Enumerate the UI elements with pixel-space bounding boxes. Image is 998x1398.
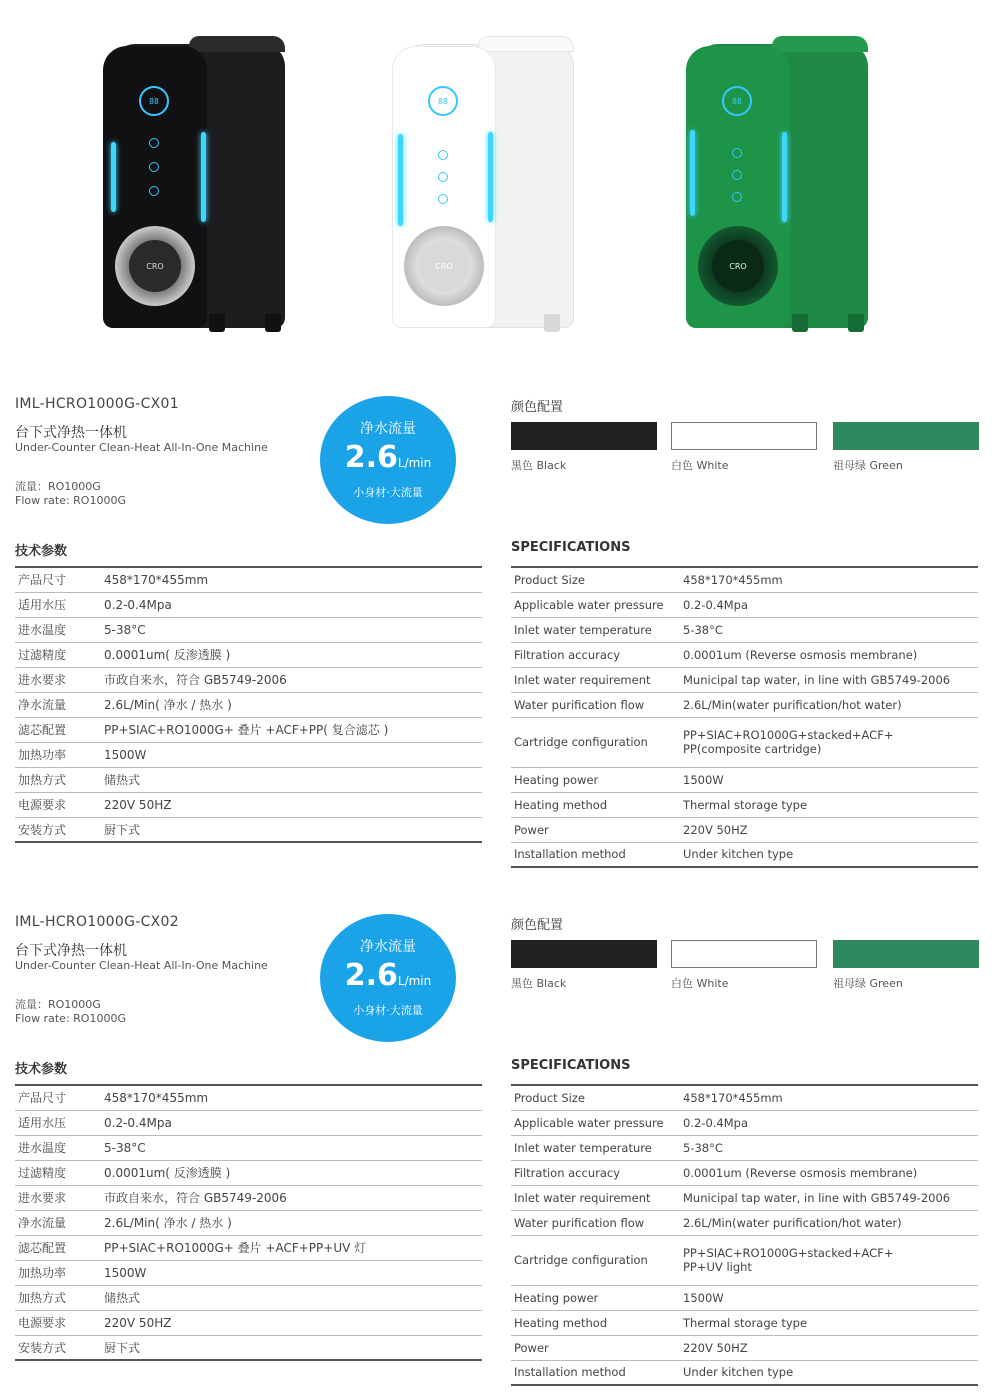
spec-key: 加热功率 bbox=[15, 1260, 101, 1285]
table-row bbox=[15, 792, 482, 817]
light-strip bbox=[690, 130, 695, 216]
table-row bbox=[511, 1360, 978, 1385]
product-name-en: Under-Counter Clean-Heat All-In-One Machine bbox=[15, 959, 268, 972]
table-row bbox=[511, 767, 978, 792]
spec-key: Cartridge configuration bbox=[511, 1235, 680, 1285]
spec-key: 安装方式 bbox=[15, 1335, 101, 1360]
flow-badge bbox=[320, 396, 456, 524]
knob-logo: CRO bbox=[129, 240, 181, 292]
table-row bbox=[15, 1085, 482, 1110]
swatch-green bbox=[833, 940, 979, 968]
control-button-icon bbox=[438, 172, 448, 182]
swatch-label: 白色 White bbox=[671, 459, 729, 472]
spec-value: 220V 50HZ bbox=[101, 792, 482, 817]
spec-key: Filtration accuracy bbox=[511, 642, 680, 667]
spec-value: 1500W bbox=[680, 767, 978, 792]
table-row bbox=[511, 1310, 978, 1335]
table-row bbox=[15, 1285, 482, 1310]
color-config-title: 颜色配置 bbox=[511, 918, 564, 933]
spec-table-en bbox=[511, 566, 978, 868]
badge-title: 净水流量 bbox=[360, 939, 416, 955]
spec-value: 5-38°C bbox=[101, 1135, 482, 1160]
product-white bbox=[392, 34, 582, 334]
spec-value: 储热式 bbox=[101, 1285, 482, 1310]
swatch-white bbox=[671, 422, 817, 450]
spec-value: Under kitchen type bbox=[680, 1360, 978, 1385]
table-row bbox=[15, 1135, 482, 1160]
table-row bbox=[511, 817, 978, 842]
table-row bbox=[15, 1110, 482, 1135]
swatch-label: 黑色 Black bbox=[511, 977, 567, 990]
spec-key: Heating power bbox=[511, 1285, 680, 1310]
model-number: IML-HCRO1000G-CX02 bbox=[15, 914, 179, 930]
spec-value: 储热式 bbox=[101, 767, 482, 792]
spec-key: Heating method bbox=[511, 792, 680, 817]
spec-key: 净水流量 bbox=[15, 1210, 101, 1235]
table-row bbox=[15, 717, 482, 742]
table-row bbox=[511, 1085, 978, 1110]
flow-rate-en: Flow rate: RO1000G bbox=[15, 494, 126, 507]
table-row bbox=[511, 1235, 978, 1285]
spec-value: 2.6L/Min( 净水 / 热水 ) bbox=[101, 1210, 482, 1235]
spec-key: Power bbox=[511, 817, 680, 842]
table-row bbox=[511, 592, 978, 617]
product-lid bbox=[478, 36, 574, 52]
spec-value: 市政自来水，符合 GB5749-2006 bbox=[101, 1185, 482, 1210]
spec-value: Municipal tap water, in line with GB5749-2006 bbox=[680, 667, 978, 692]
spec-value: 5-38°C bbox=[680, 617, 978, 642]
spec-value: 220V 50HZ bbox=[680, 1335, 978, 1360]
swatch-label: 白色 White bbox=[671, 977, 729, 990]
product-foot bbox=[544, 314, 560, 332]
spec-key: 适用水压 bbox=[15, 1110, 101, 1135]
table-row bbox=[15, 1160, 482, 1185]
table-row bbox=[511, 567, 978, 592]
swatch-black bbox=[511, 422, 657, 450]
table-row bbox=[15, 567, 482, 592]
control-button-icon bbox=[732, 148, 742, 158]
badge-subtitle: 小身材·大流量 bbox=[353, 1004, 423, 1017]
spec-value: 458*170*455mm bbox=[680, 567, 978, 592]
spec-key: Heating power bbox=[511, 767, 680, 792]
spec-key: Applicable water pressure bbox=[511, 592, 680, 617]
spec-key: Product Size bbox=[511, 567, 680, 592]
spec-key: Inlet water temperature bbox=[511, 617, 680, 642]
table-row bbox=[511, 667, 978, 692]
spec-key: 加热方式 bbox=[15, 767, 101, 792]
spec-key: 滤芯配置 bbox=[15, 717, 101, 742]
spec-key: 安装方式 bbox=[15, 817, 101, 842]
spec-value: 0.0001um (Reverse osmosis membrane) bbox=[680, 1160, 978, 1185]
swatch-label: 祖母绿 Green bbox=[833, 459, 903, 472]
spec-value: 厨下式 bbox=[101, 1335, 482, 1360]
spec-value: 厨下式 bbox=[101, 817, 482, 842]
product-lid bbox=[772, 36, 868, 52]
badge-subtitle: 小身材·大流量 bbox=[353, 486, 423, 499]
spec-value: 0.0001um( 反渗透膜 ) bbox=[101, 642, 482, 667]
table-row bbox=[511, 1160, 978, 1185]
badge-unit: L/min bbox=[397, 456, 432, 470]
spec-key: Installation method bbox=[511, 842, 680, 867]
spec-key: 净水流量 bbox=[15, 692, 101, 717]
spec-key: Heating method bbox=[511, 1310, 680, 1335]
swatch-black bbox=[511, 940, 657, 968]
spec-value: 1500W bbox=[101, 1260, 482, 1285]
table-row bbox=[511, 692, 978, 717]
spec-key: Installation method bbox=[511, 1360, 680, 1385]
spec-key: 进水要求 bbox=[15, 667, 101, 692]
swatch-label: 黑色 Black bbox=[511, 459, 567, 472]
spec-value: 2.6L/Min(water purification/hot water) bbox=[680, 1210, 978, 1235]
table-row bbox=[15, 642, 482, 667]
spec-value: 458*170*455mm bbox=[680, 1085, 978, 1110]
spec-key: Water purification flow bbox=[511, 692, 680, 717]
spec-key: Inlet water requirement bbox=[511, 667, 680, 692]
table-row bbox=[511, 642, 978, 667]
spec-value: 0.2-0.4Mpa bbox=[101, 592, 482, 617]
control-button-icon bbox=[438, 150, 448, 160]
product-black bbox=[103, 34, 293, 334]
spec-value: PP+SIAC+RO1000G+stacked+ACF+ PP(composite cartridge) bbox=[680, 717, 978, 767]
table-row bbox=[15, 1185, 482, 1210]
knob-logo: CRO bbox=[712, 240, 764, 292]
spec-key: 过滤精度 bbox=[15, 1160, 101, 1185]
product-foot bbox=[265, 314, 281, 332]
spec-table-cn bbox=[15, 1084, 482, 1361]
product-images bbox=[0, 0, 998, 360]
light-strip bbox=[201, 132, 206, 222]
table-row bbox=[511, 1335, 978, 1360]
table-row bbox=[15, 692, 482, 717]
spec-value: 0.2-0.4Mpa bbox=[680, 592, 978, 617]
table-row bbox=[15, 817, 482, 842]
light-strip bbox=[782, 132, 787, 222]
spec-key: Product Size bbox=[511, 1085, 680, 1110]
spec-key: Inlet water requirement bbox=[511, 1185, 680, 1210]
spec-value: 1500W bbox=[680, 1285, 978, 1310]
product-foot bbox=[209, 314, 225, 332]
spec-title-en: SPECIFICATIONS bbox=[511, 1058, 631, 1073]
spec-title-en: SPECIFICATIONS bbox=[511, 540, 631, 555]
spec-key: Water purification flow bbox=[511, 1210, 680, 1235]
spec-value: 0.0001um (Reverse osmosis membrane) bbox=[680, 642, 978, 667]
table-row bbox=[15, 1310, 482, 1335]
spec-key: 滤芯配置 bbox=[15, 1235, 101, 1260]
light-strip bbox=[111, 142, 116, 212]
table-row bbox=[15, 1235, 482, 1260]
spec-key: Inlet water temperature bbox=[511, 1135, 680, 1160]
table-row bbox=[511, 792, 978, 817]
color-config-title: 颜色配置 bbox=[511, 400, 564, 415]
table-row bbox=[15, 1260, 482, 1285]
spec-value: PP+SIAC+RO1000G+ 叠片 +ACF+PP+UV 灯 bbox=[101, 1235, 482, 1260]
badge-title: 净水流量 bbox=[360, 421, 416, 437]
spec-value: 1500W bbox=[101, 742, 482, 767]
spec-value: 0.2-0.4Mpa bbox=[101, 1110, 482, 1135]
table-row bbox=[15, 767, 482, 792]
digital-display: 88 bbox=[428, 86, 458, 116]
spec-key: 产品尺寸 bbox=[15, 567, 101, 592]
spec-key: 适用水压 bbox=[15, 592, 101, 617]
spec-value: 0.0001um( 反渗透膜 ) bbox=[101, 1160, 482, 1185]
spec-table-en bbox=[511, 1084, 978, 1386]
spec-key: 过滤精度 bbox=[15, 642, 101, 667]
table-row bbox=[15, 1335, 482, 1360]
spec-key: Filtration accuracy bbox=[511, 1160, 680, 1185]
spec-key: Applicable water pressure bbox=[511, 1110, 680, 1135]
badge-unit: L/min bbox=[397, 974, 432, 988]
flow-rate-cn: 流量：RO1000G bbox=[15, 998, 101, 1011]
spec-key: 电源要求 bbox=[15, 792, 101, 817]
spec-key: Cartridge configuration bbox=[511, 717, 680, 767]
spec-key: 电源要求 bbox=[15, 1310, 101, 1335]
spec-key: 加热方式 bbox=[15, 1285, 101, 1310]
spec-value: 5-38°C bbox=[101, 617, 482, 642]
spec-key: 产品尺寸 bbox=[15, 1085, 101, 1110]
product-foot bbox=[848, 314, 864, 332]
spec-value: 458*170*455mm bbox=[101, 1085, 482, 1110]
product-name-cn: 台下式净热一体机 bbox=[15, 425, 127, 441]
digital-display: 88 bbox=[722, 86, 752, 116]
spec-value: 2.6L/Min(water purification/hot water) bbox=[680, 692, 978, 717]
spec-key: 进水温度 bbox=[15, 617, 101, 642]
spec-value: 220V 50HZ bbox=[101, 1310, 482, 1335]
spec-title-cn: 技术参数 bbox=[15, 1062, 68, 1077]
power-icon bbox=[438, 194, 448, 204]
product-name-en: Under-Counter Clean-Heat All-In-One Machine bbox=[15, 441, 268, 454]
flow-badge bbox=[320, 914, 456, 1042]
knob-logo: CRO bbox=[418, 240, 470, 292]
table-row bbox=[15, 617, 482, 642]
table-row bbox=[511, 1185, 978, 1210]
product-lid bbox=[189, 36, 285, 52]
model-block-cx02 bbox=[0, 914, 998, 1394]
model-number: IML-HCRO1000G-CX01 bbox=[15, 396, 179, 412]
spec-key: 进水温度 bbox=[15, 1135, 101, 1160]
spec-value: Under kitchen type bbox=[680, 842, 978, 867]
spec-table-cn bbox=[15, 566, 482, 843]
spec-value: Thermal storage type bbox=[680, 792, 978, 817]
table-row bbox=[15, 742, 482, 767]
spec-value: 5-38°C bbox=[680, 1135, 978, 1160]
spec-value: 0.2-0.4Mpa bbox=[680, 1110, 978, 1135]
spec-value: 220V 50HZ bbox=[680, 817, 978, 842]
spec-key: 进水要求 bbox=[15, 1185, 101, 1210]
light-strip bbox=[488, 132, 493, 222]
spec-value: 市政自来水，符合 GB5749-2006 bbox=[101, 667, 482, 692]
spec-value: Thermal storage type bbox=[680, 1310, 978, 1335]
table-row bbox=[511, 1210, 978, 1235]
spec-value: Municipal tap water, in line with GB5749-2006 bbox=[680, 1185, 978, 1210]
control-button-icon bbox=[732, 170, 742, 180]
table-row bbox=[15, 667, 482, 692]
spec-value: 2.6L/Min( 净水 / 热水 ) bbox=[101, 692, 482, 717]
power-icon bbox=[149, 186, 159, 196]
swatch-label: 祖母绿 Green bbox=[833, 977, 903, 990]
swatch-green bbox=[833, 422, 979, 450]
light-strip bbox=[398, 134, 403, 226]
spec-value: 458*170*455mm bbox=[101, 567, 482, 592]
table-row bbox=[511, 1135, 978, 1160]
table-row bbox=[511, 842, 978, 867]
control-button-icon bbox=[149, 138, 159, 148]
table-row bbox=[511, 717, 978, 767]
spec-value: PP+SIAC+RO1000G+ 叠片 +ACF+PP( 复合滤芯 ) bbox=[101, 717, 482, 742]
swatch-white bbox=[671, 940, 817, 968]
flow-rate-en: Flow rate: RO1000G bbox=[15, 1012, 126, 1025]
table-row bbox=[15, 1210, 482, 1235]
power-icon bbox=[732, 192, 742, 202]
spec-key: 加热功率 bbox=[15, 742, 101, 767]
table-row bbox=[511, 1285, 978, 1310]
spec-key: Power bbox=[511, 1335, 680, 1360]
badge-value: 2.6L/min bbox=[344, 440, 432, 475]
table-row bbox=[15, 592, 482, 617]
flow-rate-cn: 流量：RO1000G bbox=[15, 480, 101, 493]
digital-display: 88 bbox=[139, 86, 169, 116]
product-name-cn: 台下式净热一体机 bbox=[15, 943, 127, 959]
badge-value: 2.6L/min bbox=[344, 958, 432, 993]
product-green bbox=[686, 34, 876, 334]
product-foot bbox=[792, 314, 808, 332]
spec-title-cn: 技术参数 bbox=[15, 544, 68, 559]
table-row bbox=[511, 617, 978, 642]
table-row bbox=[511, 1110, 978, 1135]
spec-value: PP+SIAC+RO1000G+stacked+ACF+ PP+UV light bbox=[680, 1235, 978, 1285]
model-block-cx01 bbox=[0, 396, 998, 876]
control-button-icon bbox=[149, 162, 159, 172]
